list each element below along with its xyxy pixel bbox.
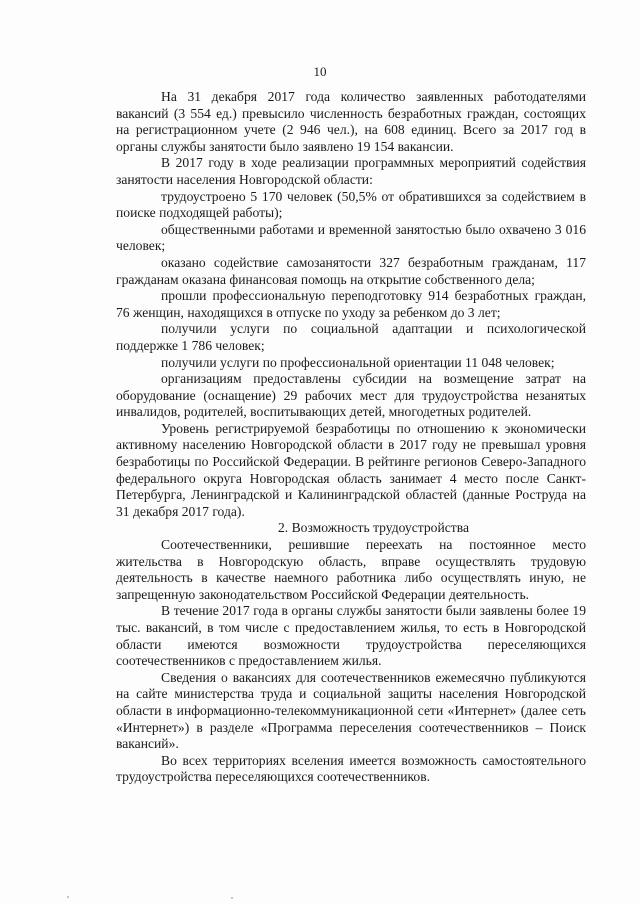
paragraph: Сведения о вакансиях для соотечественников ежемесячно публикуются на сайте министерства труда и социальной защиты населения Новгородской области в информационно-телекоммуникационной сети «Интернет» (далее сеть «Интернет») в разделе «Программа переселения соотечественников – Поиск вакансий».: [116, 669, 586, 752]
list-item: организациям предоставлены субсидии на возмещение затрат на оборудование (оснащение) 29 рабочих мест для трудоустройства незанятых инвалидов, родителей, воспитывающих детей, многодетных родителей.: [116, 371, 586, 420]
list-item: трудоустроено 5 170 человек (50,5% от обратившихся за содействием в поиске подходящей работы);: [116, 188, 586, 221]
page-number: 10: [313, 64, 327, 79]
section-heading: 2. Возможность трудоустройства: [278, 520, 469, 536]
list-item: получили услуги по социальной адаптации и психологической поддержке 1 786 человек;: [116, 321, 586, 353]
paragraph: На 31 декабря 2017 года количество заявленных работодателями вакансий (3 554 ед.) превысило численность безработных граждан, состоящих на регистрационном учете (2 946 чел.), на 608 единиц. Всего за 2017 год в органы службы занятости было заявлено 19 154 вакансии.: [116, 89, 586, 154]
list-item: оказано содействие самозанятости 327 безработным гражданам, 117 гражданам оказана финансовая помощь на открытие собственного дела;: [116, 254, 586, 287]
paragraph: Во всех территориях вселения имеется возможность самостоятельного трудоустройства переселяющихся соотечественников.: [116, 752, 586, 785]
paragraph: В 2017 году в ходе реализации программных мероприятий содействия занятости населения Новгородской области:: [116, 155, 586, 187]
document-body: [116, 89, 586, 786]
paragraph: Соотечественники, решившие переехать на постоянное место жительства в Новгородскую область, вправе осуществлять трудовую деятельность в качестве наемного работника либо осуществлять иную, не запрещенную законодательством Российской Федерации деятельность.: [116, 537, 586, 602]
paragraph: Уровень регистрируемой безработицы по отношению к экономически активному населению Новгородской области в 2017 году не превышал уровня безработицы по Российской Федерации. В рейтинге регионов Северо-Западного федерального округа Новгородская область занимает 4 место после Санкт-Петербурга, Ленинградской и Калининградской областей (данные Роструда на 31 декабря 2017 года).: [116, 420, 586, 519]
list-item: получили услуги по профессиональной ориентации 11 048 человек;: [161, 354, 555, 370]
paragraph: В течение 2017 года в органы службы занятости были заявлены более 19 тыс. вакансий, в том числе с предоставлением жилья, то есть в Новгородской области имеются возможности трудоустройства переселяющихся соотечественников с предоставлением жилья.: [116, 603, 586, 669]
scan-artifact: [67, 896, 69, 898]
list-item: прошли профессиональную переподготовку 914 безработных граждан, 76 женщин, находящихся в отпуске по уходу за ребенком до 3 лет;: [116, 288, 586, 320]
scan-artifact: [231, 897, 233, 899]
list-item: общественными работами и временной занятостью было охвачено 3 016 человек;: [116, 221, 586, 254]
